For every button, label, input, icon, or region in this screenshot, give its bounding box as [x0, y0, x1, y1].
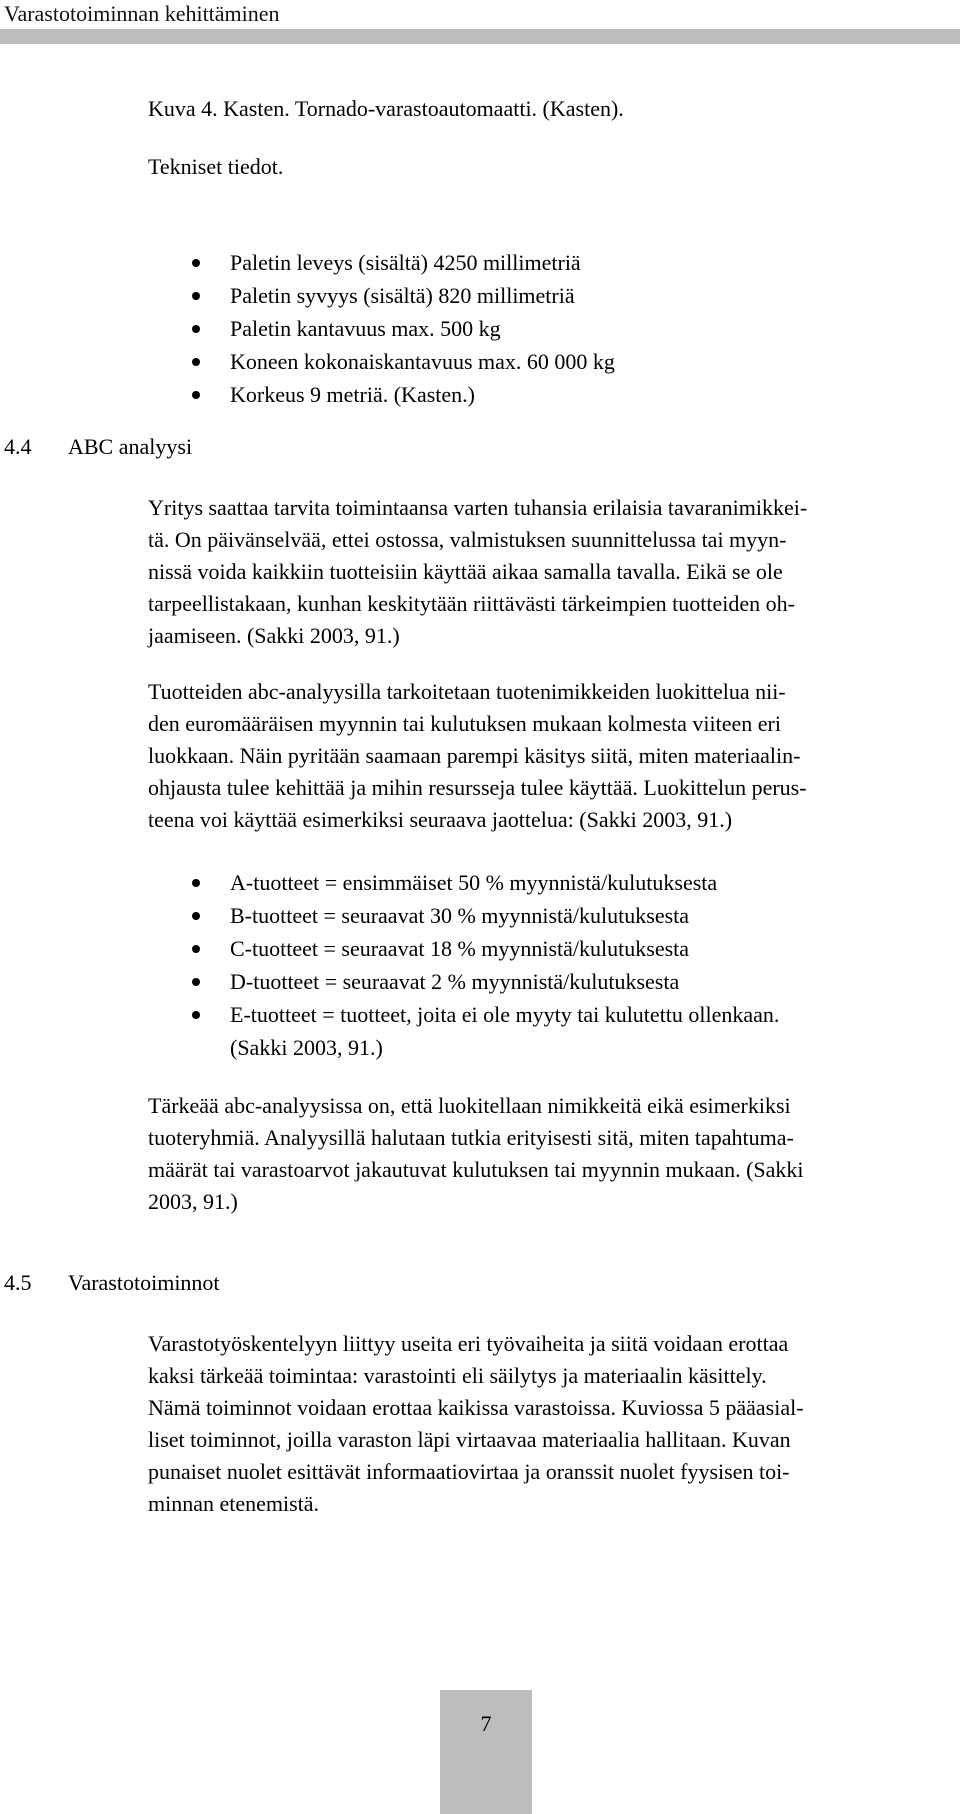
bullet-icon: [192, 325, 200, 333]
list-item: [148, 965, 779, 998]
list-item-text: Paletin leveys (sisältä) 4250 millimetriä: [230, 250, 581, 275]
figure-caption: Kuva 4. Kasten. Tornado-varastoautomaatti. (Kasten).: [148, 96, 624, 121]
section-number: 4.5: [4, 1270, 32, 1295]
paragraph: Varastotyöskentelyyn liittyy useita eri työvaiheita ja siitä voidaan erottaa kaksi tärkeää toimintaa: varastointi eli säilytys ja materiaalin käsittely. Nämä toiminnot voidaan erottaa kaikissa varastoissa. Kuviossa 5 pääasial- liset toiminnot, joilla varaston läpi virtaavaa materiaalia hallitaan. Kuvan punaiset nuolet esittävät informaatiovirtaa ja oranssit nuolet fyysisen toi- minnan etenemistä.: [148, 1331, 804, 1516]
list-item: [148, 899, 779, 932]
abc-class-list: [148, 866, 779, 1064]
list-item-text: Korkeus 9 metriä. (Kasten.): [230, 382, 475, 407]
bullet-icon: [192, 292, 200, 300]
section-heading: Varastotoiminnot: [68, 1270, 220, 1295]
list-item: [148, 312, 615, 345]
list-item-text: D-tuotteet = seuraavat 2 % myynnistä/kulutuksesta: [230, 969, 680, 994]
paragraph: Tuotteiden abc-analyysilla tarkoitetaan tuotenimikkeiden luokittelua nii- den euromääräisen myynnin tai kulutuksen mukaan kolmesta viiteen eri luokkaan. Näin pyritään saamaan parempi käsitys siitä, miten materiaalin- ohjausta tulee kehittää ja mihin resursseja tulee käyttää. Luokittelun perus- teena voi käyttää esimerkiksi seuraava jaottelua: (Sakki 2003, 91.): [148, 679, 807, 832]
bullet-icon: [192, 912, 200, 920]
bullet-icon: [192, 978, 200, 986]
technical-list: [148, 246, 615, 411]
list-item-text: Paletin kantavuus max. 500 kg: [230, 316, 501, 341]
list-item: [148, 998, 779, 1064]
paragraph: Tärkeää abc-analyysissa on, että luokitellaan nimikkeitä eikä esimerkiksi tuoteryhmiä. Analyysillä halutaan tutkia erityisesti sitä, miten tapahtuma- määrät tai varastoarvot jakautuvat kulutuksen tai myynnin mukaan. (Sakki 2003, 91.): [148, 1093, 804, 1214]
running-header-title: Varastotoiminnan kehittäminen: [4, 1, 280, 26]
list-item-text: C-tuotteet = seuraavat 18 % myynnistä/kulutuksesta: [230, 936, 690, 961]
section-number: 4.4: [4, 434, 32, 459]
list-item: [148, 345, 615, 378]
bullet-icon: [192, 391, 200, 399]
list-item: [148, 378, 615, 411]
paragraph: Yritys saattaa tarvita toimintaansa varten tuhansia erilaisia tavaranimikkei- tä. On päivänselvää, ettei ostossa, valmistuksen suunnittelussa tai myyn- nissä voida kaikkiin tuotteisiin käyttää aikaa samalla tavalla. Eikä se ole tarpeellistakaan, kunhan keskitytään riittävästi tärkeimpien tuotteiden oh- jaamiseen. (Sakki 2003, 91.): [148, 495, 808, 648]
technical-heading: Tekniset tiedot.: [148, 154, 284, 179]
list-item: [148, 279, 615, 312]
list-item-text: B-tuotteet = seuraavat 30 % myynnistä/kulutuksesta: [230, 903, 690, 928]
bullet-icon: [192, 358, 200, 366]
list-item: [148, 932, 779, 965]
page-number: 7: [480, 1711, 492, 1736]
bullet-icon: [192, 259, 200, 267]
section-heading: ABC analyysi: [68, 434, 193, 459]
list-item: [148, 246, 615, 279]
bullet-icon: [192, 945, 200, 953]
bullet-icon: [192, 879, 200, 887]
bullet-icon: [192, 1011, 200, 1019]
list-item-text: Koneen kokonaiskantavuus max. 60 000 kg: [230, 349, 615, 374]
list-item-text: E-tuotteet = tuotteet, joita ei ole myyty tai kulutettu ollenkaan.: [230, 1002, 780, 1027]
page-number-box: [440, 1690, 532, 1814]
list-item-text: Paletin syvyys (sisältä) 820 millimetriä: [230, 283, 575, 308]
citation: (Sakki 2003, 91.): [230, 1035, 383, 1060]
list-item: [148, 866, 779, 899]
list-item-text: A-tuotteet = ensimmäiset 50 % myynnistä/kulutuksesta: [230, 870, 718, 895]
header-rule: [0, 29, 960, 44]
